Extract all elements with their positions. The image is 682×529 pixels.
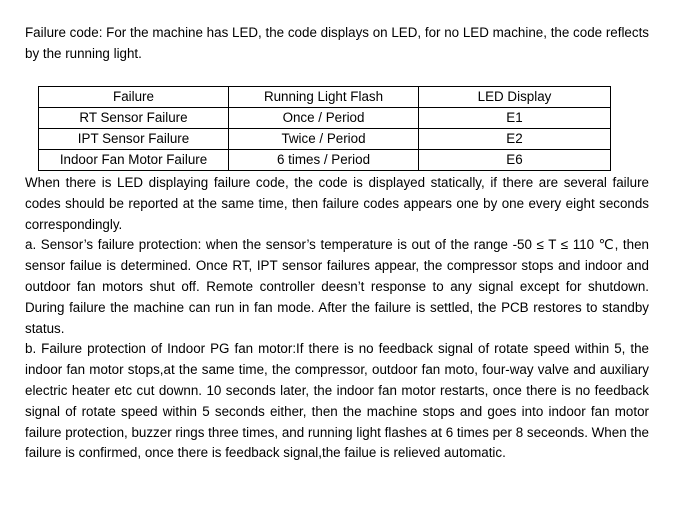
table-cell: E1 [419, 108, 611, 129]
table-row [39, 108, 611, 129]
table-row [39, 129, 611, 150]
table-cell: RT Sensor Failure [39, 108, 229, 129]
table-cell: Twice / Period [229, 129, 419, 150]
sensor-failure-paragraph: a. Sensor’s failure protection: when the sensor’s temperature is out of the range -50 ≤ T ≤ 110 ℃, then sensor failue is determined. Once RT, IPT sensor failures appear, the compressor stops and indoor and outdoor fan motors shut off. Remote controller deesn’t response to any signal except for shutdown. During failure the machine can run in fan mode. After the failure is settled, the PCB restores to standby status. [25, 237, 649, 336]
header-running-light: Running Light Flash [229, 87, 419, 108]
table-cell: E2 [419, 129, 611, 150]
body-text [25, 173, 649, 464]
table-header-row [39, 87, 611, 108]
failure-code-table [38, 86, 611, 171]
table-cell: IPT Sensor Failure [39, 129, 229, 150]
table-cell: Once / Period [229, 108, 419, 129]
table-cell: 6 times / Period [229, 150, 419, 171]
table-cell: E6 [419, 150, 611, 171]
header-led-display: LED Display [419, 87, 611, 108]
header-failure: Failure [39, 87, 229, 108]
table-cell: Indoor Fan Motor Failure [39, 150, 229, 171]
intro-paragraph: Failure code: For the machine has LED, the code displays on LED, for no LED machine, the code reflects by the running light. [25, 25, 649, 61]
led-display-paragraph: When there is LED displaying failure code, the code is displayed statically, if there are several failure codes should be reported at the same time, then failure codes appears one by one every eight seconds correspondingly. [25, 175, 649, 232]
fan-motor-failure-paragraph: b. Failure protection of Indoor PG fan motor:If there is no feedback signal of rotate speed within 5, the indoor fan motor stops,at the same time, the compressor, outdoor fan moto, four-way valve and auxiliary electric heater etc cut downn. 10 seconds later, the indoor fan motor restarts, once there is no feedback signal of rotate speed within 5 seconds either, then the machine stops and goes into indoor fan motor failure protection, buzzer rings three times, and running light flashes at 6 times per 8 seceonds. When the failure is confirmed, once there is feedback signal,the failue is relieved automatic. [25, 341, 649, 461]
table-row [39, 150, 611, 171]
